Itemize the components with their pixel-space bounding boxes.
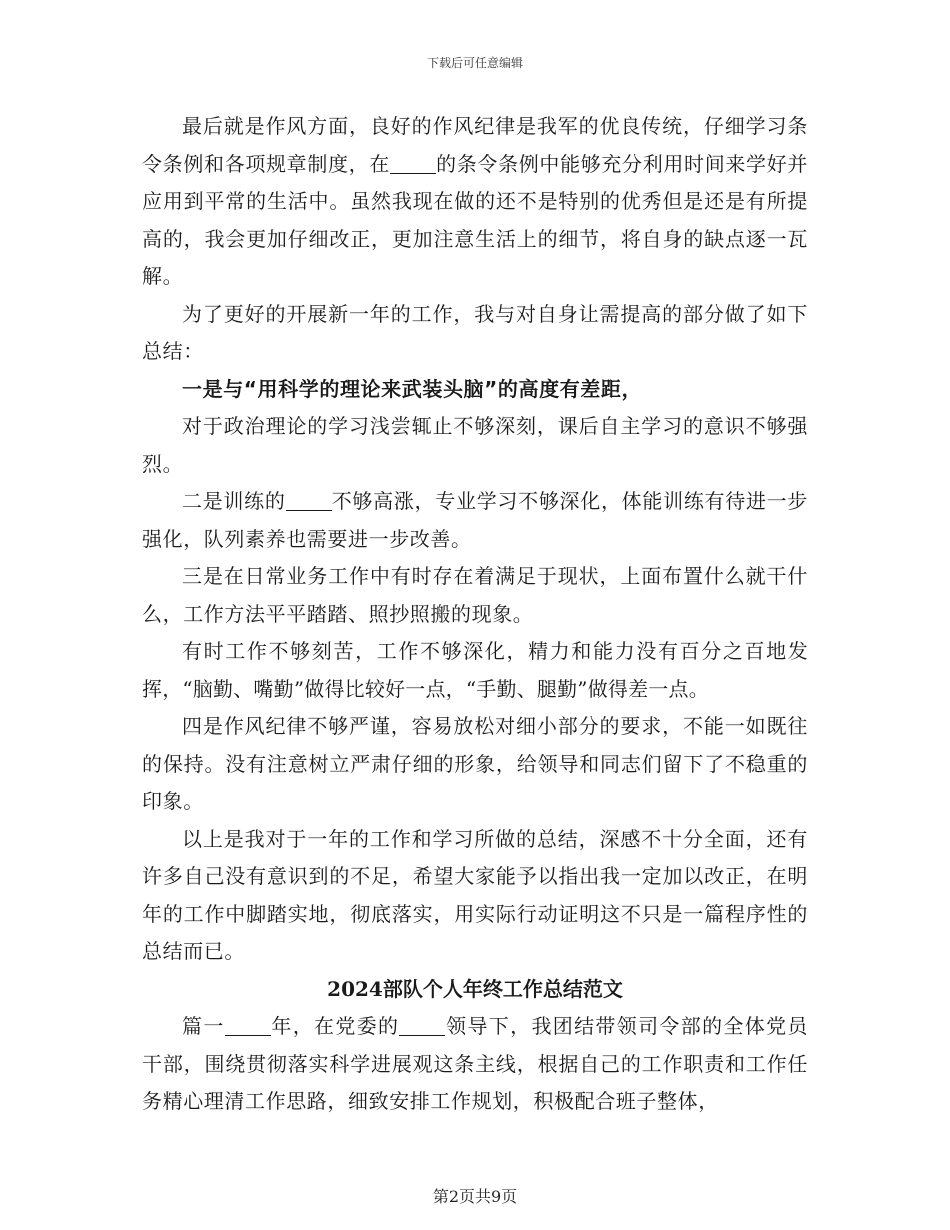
paragraph-text: 篇一	[182, 1014, 225, 1038]
paragraph-text: 的条令条例中能够充分利用时间来学好并应用到平常的生活中。虽然我现在做的还不是特别的优秀但是还是有所提高的，我会更加仔细改正，更加注意生活上的细节，将自身的缺点逐一瓦解。	[142, 151, 808, 288]
blank-underline	[286, 490, 332, 511]
paragraph-point-two	[142, 483, 808, 558]
blank-underline	[225, 1015, 271, 1036]
paragraph-plan: 为了更好的开展新一年的工作，我与对自身让需提高的部分做了如下总结：	[142, 301, 808, 363]
paragraph-style	[142, 108, 808, 296]
paragraph-part-one	[142, 1008, 808, 1121]
paragraph-text: 最后就是作风方面，良好的作风纪律是我军的优良传统，仔细学习条令条例和各项规章制度，在	[142, 114, 808, 176]
paragraph-text: 领导下，我团结带领司令部的全体党员干部，围绕贯彻落实科学进展观这条主线，根据自己的工作职责和工作任务精心理清工作思路，细致安排工作规划，积极配合班子整体，	[142, 1014, 809, 1113]
blank-underline	[390, 153, 436, 174]
paragraph-diligence: 有时工作不够刻苦，工作不够深化，精力和能力没有百分之百地发挥，“脑勤、嘴勤”做得比较好一点，“手勤、腿勤”做得差一点。	[142, 639, 808, 701]
paragraph-point-three: 三是在日常业务工作中有时存在着满足于现状，上面布置什么就干什么，工作方法平平踏踏、照抄照搬的现象。	[142, 564, 808, 626]
paragraph-text: 不够高涨，专业学习不够深化，体能训练有待进一步强化，队列素养也需要进一步改善。	[142, 489, 808, 551]
page-footer: 第2页共9页	[432, 1187, 518, 1206]
document-body	[142, 108, 808, 1121]
paragraph-conclusion: 以上是我对于一年的工作和学习所做的总结，深感不十分全面，还有许多自己没有意识到的不足，希望大家能予以指出我一定加以改正，在明年的工作中脚踏实地，彻底落实，用实际行动证明这不只是一篇程序性的总结而已。	[142, 826, 808, 963]
paragraph-theory: 对于政治理论的学习浅尝辄止不够深刻，课后自主学习的意识不够强烈。	[142, 414, 808, 476]
page-header: 下载后可任意编辑	[426, 56, 523, 70]
paragraph-point-four: 四是作风纪律不够严谨，容易放松对细小部分的要求，不能一如既往的保持。没有注意树立严肃仔细的形象，给领导和同志们留下了不稳重的印象。	[142, 714, 808, 813]
blank-underline	[399, 1015, 445, 1036]
paragraph-text: 年，在党委的	[270, 1014, 400, 1038]
section-title: 2024部队个人年终工作总结范文	[327, 976, 623, 1001]
paragraph-text: 二是训练的	[182, 489, 286, 513]
paragraph-point-one-heading: 一是与“用科学的理论来武装头脑”的高度有差距，	[182, 376, 643, 401]
